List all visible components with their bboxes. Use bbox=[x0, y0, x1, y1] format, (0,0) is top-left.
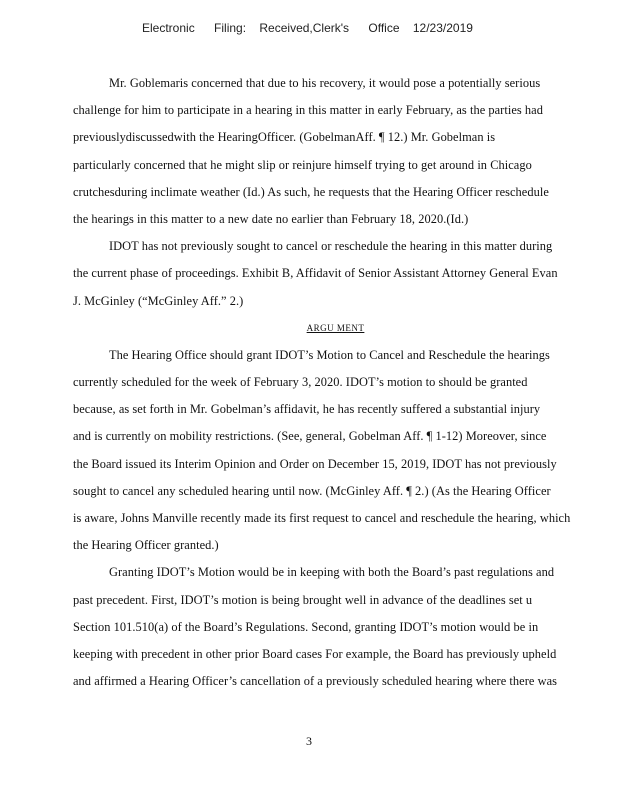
text-line: the current phase of proceedings. Exhibit B, Affidavit of Senior Assistant Attorney General Evan bbox=[73, 266, 558, 281]
text-line: particularly concerned that he might slip or reinjure himself trying to get around in Chicago bbox=[73, 157, 532, 172]
header-electronic: Electronic bbox=[142, 21, 195, 35]
header-filing: Filing: bbox=[214, 21, 247, 35]
efiling-header bbox=[142, 21, 489, 35]
text-line: the hearings in this matter to a new date no earlier than February 18, 2020.(Id.) bbox=[73, 211, 469, 226]
header-date: 12/23/2019 bbox=[412, 21, 473, 35]
header-received: Received,Clerk's bbox=[259, 21, 350, 35]
text-line: Granting IDOT’s Motion would be in keeping with both the Board’s past regulations and bbox=[109, 565, 555, 580]
text-line: The Hearing Office should grant IDOT’s Motion to Cancel and Reschedule the hearings bbox=[109, 347, 550, 362]
text-line: past precedent. First, IDOT’s motion is being brought well in advance of the deadlines set u bbox=[73, 592, 533, 607]
text-line: J. McGinley (“McGinley Aff.” 2.) bbox=[73, 293, 244, 308]
text-line: and is currently on mobility restrictions. (See, general, Gobelman Aff. ¶ 1-12) Moreover, since bbox=[73, 429, 547, 444]
text-line: the Board issued its Interim Opinion and Order on December 15, 2019, IDOT has not previously bbox=[73, 456, 557, 471]
text-line: is aware, Johns Manville recently made its first request to cancel and reschedule the hearing, which bbox=[73, 511, 571, 525]
text-line: because, as set forth in Mr. Gobelman’s affidavit, he has recently suffered a substantial injury bbox=[73, 402, 541, 417]
text-line: the Hearing Officer granted.) bbox=[73, 538, 219, 553]
text-line: IDOT has not previously sought to cancel or reschedule the hearing in this matter during bbox=[109, 239, 553, 254]
text-line: currently scheduled for the week of February 3, 2020. IDOT’s motion to should be granted bbox=[73, 375, 528, 390]
text-line: and affirmed a Hearing Officer’s cancellation of a previously scheduled hearing where there was bbox=[73, 674, 557, 689]
section-heading: ARGU MENT bbox=[306, 322, 365, 333]
text-line: crutchesduring inclimate weather (Id.) As such, he requests that the Hearing Officer reschedule bbox=[73, 184, 549, 199]
text-line: previouslydiscussedwith the HearingOfficer. (GobelmanAff. ¶ 12.) Mr. Gobelman is bbox=[73, 130, 496, 145]
paragraph-1 bbox=[73, 70, 598, 233]
text-line: sought to cancel any scheduled hearing until now. (McGinley Aff. ¶ 2.) (As the Hearing Officer bbox=[73, 483, 551, 498]
paragraph-2 bbox=[73, 233, 598, 315]
page-number: 3 bbox=[306, 734, 312, 748]
text-line: Section 101.510(a) of the Board’s Regulations. Second, granting IDOT’s motion would be in bbox=[73, 619, 539, 634]
text-line: keeping with precedent in other prior Board cases For example, the Board has previously upheld bbox=[73, 646, 557, 661]
header-office: Office bbox=[368, 21, 400, 35]
paragraph-4 bbox=[73, 559, 598, 695]
paragraph-3 bbox=[73, 342, 598, 560]
text-line: challenge for him to participate in a hearing in this matter in early February, as the parties had bbox=[73, 103, 543, 118]
document-body bbox=[73, 70, 598, 695]
text-line: Mr. Goblemaris concerned that due to his recovery, it would pose a potentially serious bbox=[109, 76, 541, 90]
